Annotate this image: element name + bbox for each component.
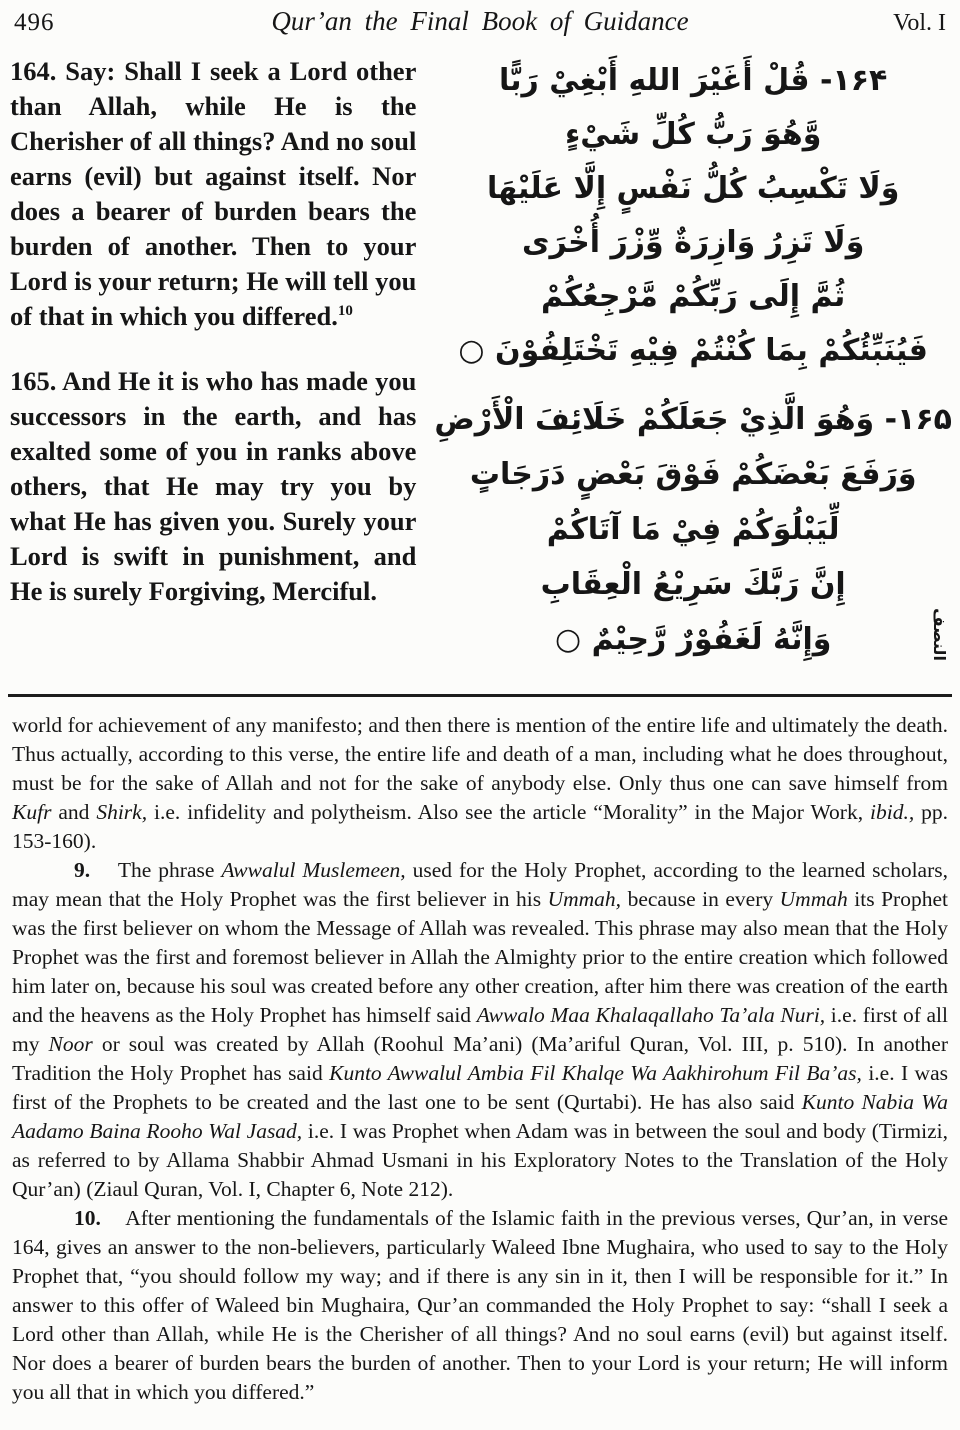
arabic-line: لِّيَبْلُوَكُمْ فِيْ مَا آتَاكُمْ: [546, 512, 840, 547]
arabic-line: وَلَا تَزِرُ وَازِرَةٌ وِّزْرَ أُخْرَى: [521, 225, 865, 260]
arabic-line: فَيُنَبِّئُكُمْ بِمَا كُنْتُمْ فِيْهِ تَخْتَلِفُوْنَ ○: [458, 333, 928, 368]
translation-column: [10, 54, 416, 667]
arabic-line: إِنَّ رَبَّكَ سَرِيْعُ الْعِقَابِ: [540, 567, 846, 602]
arabic-line: ثُمَّ إِلَى رَبِّكُمْ مَّرْجِعُكُمْ: [541, 279, 846, 314]
arabic-line: وَّهُوَ رَبُّ كُلِّ شَيْءٍ: [564, 117, 822, 152]
arabic-column: [434, 54, 952, 667]
page-header: [14, 6, 946, 37]
verse-164-arabic: [434, 54, 952, 378]
footnote-divider: [8, 694, 952, 697]
running-title: Qur’an the Final Book of Guidance: [271, 6, 689, 36]
verse-165-english: 165. And He it is who has made you successors in the earth, and has exalted some of you in ranks above others, that He may try you by what He has given you. Surely your Lord is swift in punishment, and He is surely Forgiving, Merciful.: [10, 366, 417, 606]
arabic-line: ۱۶۴- قُلْ أَغَيْرَ اللهِ أَبْغِيْ رَبًّا: [499, 63, 888, 98]
footnote-9: 9. The phrase Awwalul Muslemeen, used for the Holy Prophet, according to the learned scholars, may mean that the Holy Prophet was the first believer in his Ummah, because in every Ummah its Prophet was the first believer on whom the Message of Allah was revealed. This phrase may also mean that the Holy Prophet was the first and foremost believer in Allah the Almighty prior to the entire creation which followed him later on, because his soul was created before any other creation, after him there was creation of the earth and the heavens as the Holy Prophet has himself said Awwalo Maa Khalaqallaho Ta’ala Nuri, i.e. first of all my Noor or soul was created by Allah (Roohul Ma’ani) (Ma’ariful Quran, Vol. III, p. 510). In another Tradition the Holy Prophet has said Kunto Awwalul Ambia Fil Khalqe Wa Aakhirohum Fil Ba’as, i.e. I was first of the Prophets to be created and the last one to be sent (Qurtabi). He has also said Kunto Nabia Wa Aadamo Baina Rooho Wal Jasad, i.e. I was Prophet when Adam was in between the soul and body (Tirmizi, as referred to by Allama Shabbir Ahmad Usmani in his Exploratory Notes to the Translation of the Holy Qur’an) (Ziaul Quran, Vol. I, Chapter 6, Note 212).: [12, 858, 948, 1201]
verse-164-english: 164. Say: Shall I seek a Lord other than Allah, while He is the Cherisher of all things? And no soul earns (evil) but against itself. Nor does a bearer of burden bears the burden of another. Then to your Lord is your return; He will tell you of that in which you differed.$^{10}$: [10, 56, 417, 331]
hizb-margin-marker: النصف: [930, 608, 950, 661]
footnote-continuation: world for achievement of any manifesto; and then there is mention of the entire life and ultimately the death. Thus actually, according to this verse, the entire life and death of a man, including what he does throughout, must be for the sake of Allah and not for the sake of anybody else. Only thus one can save himself from Kufr and Shirk, i.e. infidelity and polytheism. Also see the article “Morality” in the Major Work, ibid., pp. 153-160).: [12, 713, 948, 853]
verse-165-arabic: [434, 392, 952, 667]
page-number: 496: [14, 9, 55, 36]
footnote-10: 10. After mentioning the fundamentals of the Islamic faith in the previous verses, Qur’an, in verse 164, gives an answer to the non-believers, particularly Waleed Ibne Mughaira, who used to say to the Holy Prophet that, “you should follow my way; and if there is any sin in it, then I will be responsible for it.” In answer to this offer of Waleed bin Mughaira, Qur’an commanded the Holy Prophet to say: “shall I seek a Lord other than Allah, while He is the Cherisher of all things? And no soul earns (evil) but against itself. Nor does a bearer of burden bears the burden of another. Then to your Lord is your return; He will inform you all that in which you differed.”: [12, 1206, 948, 1404]
volume-label: Vol. I: [893, 10, 946, 36]
arabic-line: وَرَفَعَ بَعْضَكُمْ فَوْقَ بَعْضٍ دَرَجَاتٍ: [469, 457, 917, 492]
arabic-line: وَلَا تَكْسِبُ كُلُّ نَفْسٍ إِلَّا عَلَيْهَا: [486, 171, 900, 206]
footnotes-section: [12, 711, 948, 1407]
arabic-line: ۱۶۵- وَهُوَ الَّذِيْ جَعَلَكُمْ خَلَائِفَ الْأَرْضِ: [434, 402, 952, 437]
arabic-line: وَإِنَّهُ لَغَفُوْرٌ رَّحِيْمٌ ○: [554, 622, 832, 657]
verse-area: [10, 54, 952, 667]
